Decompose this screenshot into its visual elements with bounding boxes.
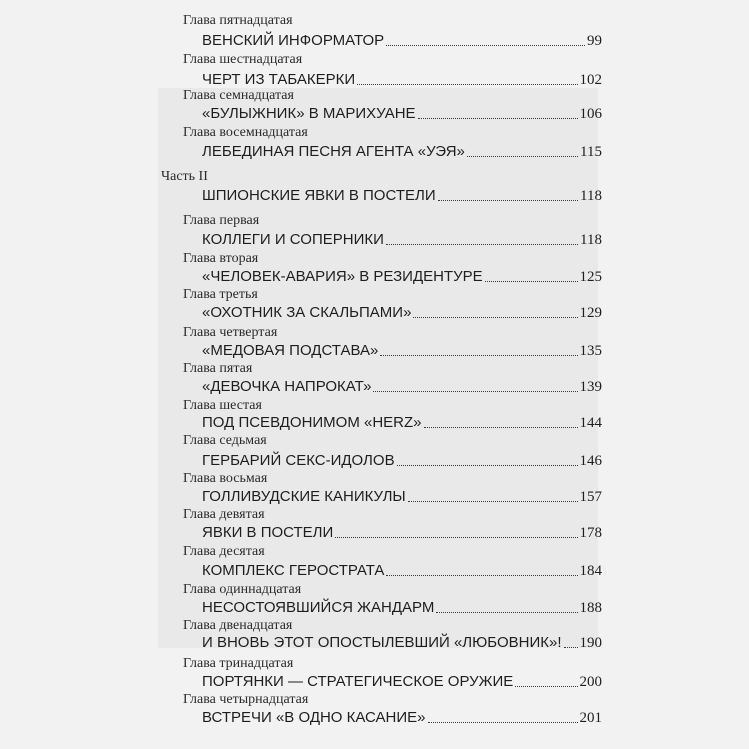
page-number: 201 (579, 710, 602, 726)
toc-entry[interactable] (202, 452, 602, 470)
dot-leader (485, 281, 578, 282)
page-number: 106 (579, 106, 602, 122)
toc-entry[interactable] (202, 32, 602, 50)
toc-entry[interactable] (202, 709, 602, 727)
chapter-label: Глава восемнадцатая (183, 125, 308, 140)
dot-leader (438, 200, 578, 201)
toc-entry[interactable] (202, 599, 602, 617)
chapter-label: Глава седьмая (183, 433, 267, 448)
toc-entry[interactable] (202, 378, 602, 396)
page-number: 146 (579, 453, 602, 469)
chapter-label: Глава семнадцатая (183, 88, 294, 103)
chapter-label: Глава десятая (183, 544, 265, 559)
chapter-label: Глава вторая (183, 251, 259, 266)
part-label: Часть II (161, 169, 208, 184)
dot-leader (467, 156, 578, 157)
chapter-title: «ДЕВОЧКА НАПРОКАТ» (202, 378, 372, 395)
dot-leader (380, 355, 577, 356)
dot-leader (413, 317, 577, 318)
page-number: 200 (579, 674, 602, 690)
chapter-title: КОМПЛЕКС ГЕРОСТРАТА (202, 562, 385, 579)
chapter-label: Глава шестнадцатая (183, 52, 303, 67)
dot-leader (418, 118, 578, 119)
dot-leader (436, 612, 577, 613)
toc-entry[interactable] (202, 342, 602, 360)
chapter-label: Глава тринадцатая (183, 656, 294, 671)
page-number: 157 (579, 489, 602, 505)
dot-leader (397, 465, 578, 466)
chapter-title: «БУЛЫЖНИК» В МАРИХУАНЕ (202, 105, 416, 122)
chapter-label: Глава восьмая (183, 471, 268, 486)
dot-leader (424, 427, 578, 428)
chapter-title: ЧЕРТ ИЗ ТАБАКЕРКИ (202, 71, 356, 88)
page-number: 188 (579, 600, 602, 616)
page-number: 144 (579, 415, 602, 431)
toc-entry[interactable] (202, 231, 602, 249)
chapter-title: «ОХОТНИК ЗА СКАЛЬПАМИ» (202, 304, 412, 321)
chapter-title: ПОРТЯНКИ — СТРАТЕГИЧЕСКОЕ ОРУЖИЕ (202, 673, 514, 690)
chapter-label: Глава третья (183, 287, 258, 302)
chapter-title: ЛЕБЕДИНАЯ ПЕСНЯ АГЕНТА «УЭЯ» (202, 143, 465, 160)
page-number: 184 (579, 563, 602, 579)
toc-entry[interactable] (202, 414, 602, 432)
chapter-title: ПОД ПСЕВДОНИМОМ «HERZ» (202, 414, 422, 431)
dot-leader (373, 391, 577, 392)
chapter-title: «ЧЕЛОВЕК-АВАРИЯ» В РЕЗИДЕНТУРЕ (202, 268, 483, 285)
toc-entry[interactable] (202, 143, 602, 161)
toc-entry[interactable] (202, 304, 602, 322)
toc-entry[interactable] (202, 187, 602, 205)
chapter-label: Глава двенадцатая (183, 618, 293, 633)
page-number: 129 (579, 305, 602, 321)
dot-leader (386, 575, 577, 576)
dot-leader (428, 722, 578, 723)
toc-entry[interactable] (202, 488, 602, 506)
chapter-title: НЕСОСТОЯВШИЙСЯ ЖАНДАРМ (202, 599, 435, 616)
dot-leader (386, 244, 578, 245)
chapter-title: ГОЛЛИВУДСКИЕ КАНИКУЛЫ (202, 488, 406, 505)
chapter-title: И ВНОВЬ ЭТОТ ОПОСТЫЛЕВШИЙ «ЛЮБОВНИК»! (202, 634, 562, 651)
chapter-label: Глава девятая (183, 507, 265, 522)
dot-leader (357, 84, 577, 85)
toc-entry[interactable] (202, 673, 602, 691)
chapter-title: ВЕНСКИЙ ИНФОРМАТОР (202, 32, 385, 49)
page-number: 118 (580, 232, 602, 248)
chapter-title: ВСТРЕЧИ «В ОДНО КАСАНИЕ» (202, 709, 426, 726)
toc-entry[interactable] (202, 524, 602, 542)
page-number: 139 (579, 379, 602, 395)
page-number: 178 (579, 525, 602, 541)
page-number: 115 (580, 144, 602, 160)
toc-entry[interactable] (202, 268, 602, 286)
part-title: ШПИОНСКИЕ ЯВКИ В ПОСТЕЛИ (202, 187, 436, 204)
chapter-title: ГЕРБАРИЙ СЕКС-ИДОЛОВ (202, 452, 395, 469)
chapter-label: Глава четвертая (183, 325, 278, 340)
dot-leader (408, 501, 578, 502)
dot-leader (564, 647, 578, 648)
chapter-label: Глава одиннадцатая (183, 582, 302, 597)
toc-entry[interactable] (202, 562, 602, 580)
chapter-label: Глава пятая (183, 361, 253, 376)
page-number: 190 (579, 635, 602, 651)
chapter-title: КОЛЛЕГИ И СОПЕРНИКИ (202, 231, 384, 248)
chapter-label: Глава пятнадцатая (183, 13, 293, 28)
chapter-title: «МЕДОВАЯ ПОДСТАВА» (202, 342, 379, 359)
dot-leader (335, 537, 577, 538)
page-number: 99 (587, 33, 602, 49)
chapter-label: Глава четырнадцатая (183, 692, 309, 707)
dot-leader (515, 686, 577, 687)
page-number: 102 (579, 72, 602, 88)
toc-entry[interactable] (202, 105, 602, 123)
dot-leader (386, 45, 585, 46)
chapter-label: Глава первая (183, 213, 260, 228)
chapter-label: Глава шестая (183, 398, 262, 413)
page-number: 125 (579, 269, 602, 285)
page-number: 118 (580, 188, 602, 204)
toc-entry[interactable] (202, 71, 602, 89)
page-number: 135 (579, 343, 602, 359)
chapter-title: ЯВКИ В ПОСТЕЛИ (202, 524, 334, 541)
toc-entry[interactable] (202, 634, 602, 652)
